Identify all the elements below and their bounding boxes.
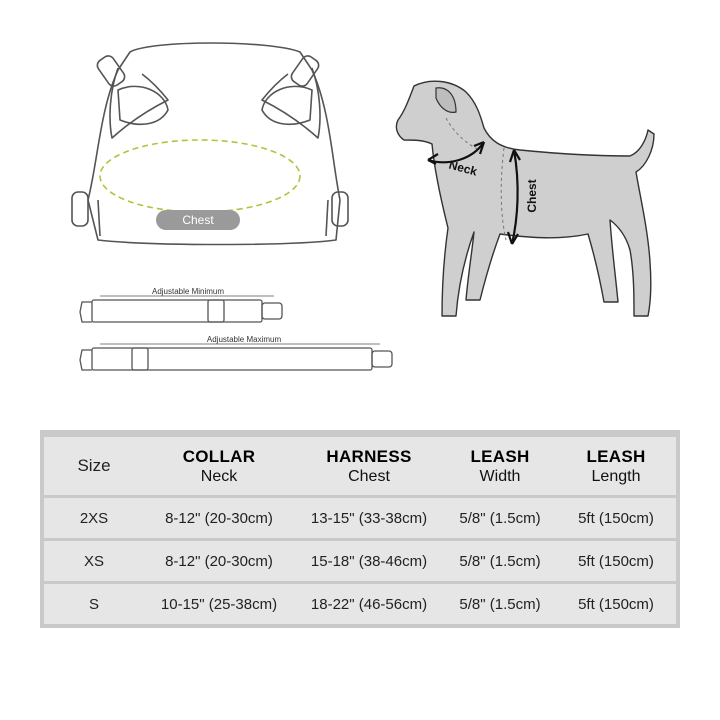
harness-cell: 18-22" (46-56cm) (294, 584, 444, 624)
leash-width-header-cell (444, 437, 556, 495)
collar-maximum (80, 344, 392, 370)
table-row (44, 541, 676, 581)
adjustable-minimum-label: Adjustable Minimum (151, 287, 225, 296)
collar-cell: 8-12" (20-30cm) (144, 498, 294, 538)
column-header-main: LEASH (586, 446, 646, 466)
harness-header-cell (294, 437, 444, 495)
column-header-sub: Width (479, 467, 521, 485)
size-table (44, 434, 676, 627)
leash-length-cell: 5ft (150cm) (556, 541, 676, 581)
column-header-sub: Neck (200, 467, 238, 485)
table-header-row (44, 437, 676, 495)
size-cell: 2XS (44, 498, 144, 538)
table-row (44, 498, 676, 538)
leash-width-cell: 5/8" (1.5cm) (444, 498, 556, 538)
leash-width-cell: 5/8" (1.5cm) (444, 584, 556, 624)
collar-minimum (80, 296, 282, 322)
column-header-main: HARNESS (326, 446, 412, 466)
harness-chest-label: Chest (182, 213, 214, 227)
harness-left-bottom-buckle (72, 192, 88, 226)
leash-length-cell: 5ft (150cm) (556, 498, 676, 538)
adjustable-maximum-label: Adjustable Maximum (206, 335, 282, 344)
leash-length-header-cell (556, 437, 676, 495)
collar-cell: 10-15" (25-38cm) (144, 584, 294, 624)
collar-cell: 8-12" (20-30cm) (144, 541, 294, 581)
table-row (44, 584, 676, 624)
size-header-cell (44, 437, 144, 495)
size-chart (40, 430, 680, 628)
size-cell: XS (44, 541, 144, 581)
dog-chest-label: Chest (525, 179, 539, 213)
harness-cell: 15-18" (38-46cm) (294, 541, 444, 581)
column-header-sub: Length (591, 467, 641, 485)
size-header: Size (77, 456, 111, 475)
collar-header-cell (144, 437, 294, 495)
column-header-sub: Chest (348, 467, 390, 485)
size-cell: S (44, 584, 144, 624)
neck-label: Neck (447, 157, 479, 179)
chest-guide-ellipse (100, 140, 300, 212)
harness-cell: 13-15" (33-38cm) (294, 498, 444, 538)
harness-left-top-buckle (95, 54, 127, 89)
column-header-main: COLLAR (182, 446, 256, 466)
leash-width-cell: 5/8" (1.5cm) (444, 541, 556, 581)
column-header-main: LEASH (470, 446, 530, 466)
leash-length-cell: 5ft (150cm) (556, 584, 676, 624)
